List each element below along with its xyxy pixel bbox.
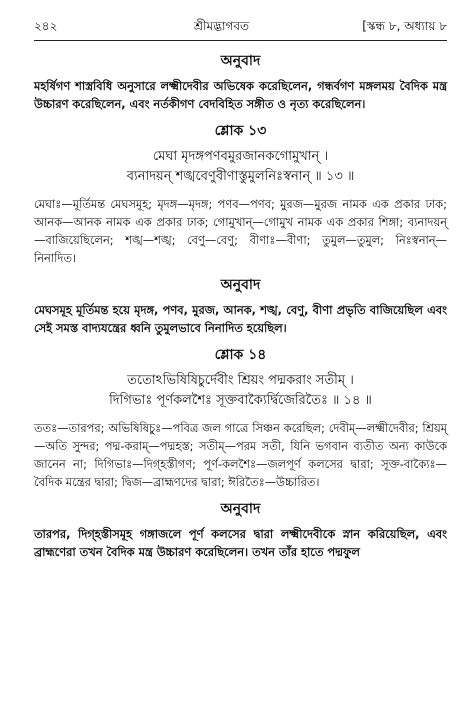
translation-heading: অনুবাদ xyxy=(220,277,261,293)
synonyms-paragraph: মেঘাঃ—মূর্তিমন্ত মেঘসমূহ; মৃদঙ্গ—মৃদঙ্গ; পণব—পণব; মুরজ—মুরজ নামক এক প্রকার ঢাক; আনক—আনক নামক এক প্রকার ঢাক; গোমুখান্—গোমুখ নামক এক প্রকার শিঙ্গা; ব্যনাদয়ন্—বাজিয়েছিলেন; শঙ্খ—শঙ্খ; বেণু—বেণু; বীণাঃ—বীণা; তুমুল—তুমুল; নিঃস্বনান্—নিনাদিত। xyxy=(34,197,447,265)
page-header xyxy=(34,16,447,38)
verse-heading: শ্লোক ১৩ xyxy=(214,123,267,139)
translation-heading: অনুবাদ xyxy=(220,501,261,517)
verse-line: দিগিভাঃ পূর্ণকলশৈঃ সূক্তবাক্যৈর্দ্বিজেরিতৈঃ ॥ ১৪ ॥ xyxy=(109,393,372,408)
section-reference: [স্কন্ধ ৮, অধ্যায় ৮ xyxy=(362,19,447,33)
verse-heading: শ্লোক ১৪ xyxy=(214,347,267,363)
translation-heading: অনুবাদ xyxy=(220,53,261,69)
translation-paragraph: মহর্ষিগণ শাস্ত্রবিধি অনুসারে লক্ষ্মীদেবীর অভিষেক করেছিলেন, গন্ধর্বগণ মঙ্গলময় বৈদিক মন্ত্র উচ্চারণ করেছিলেন, এবং নর্তকীগণ বেদবিহিত সঙ্গীত ও নৃত্য করেছিলেন। xyxy=(34,79,447,111)
verse-line: ব্যনাদয়ন্ শঙ্খবেণুবীণাস্তুমুলনিঃস্বনান্ ॥ ১৩ ॥ xyxy=(126,169,355,184)
running-title: শ্রীমদ্ভাগবত xyxy=(194,19,250,33)
verse-line: ততোঽভিষিষিচুর্দেবীং শ্রিয়ং পদ্মকরাং সতীম্ । xyxy=(127,373,354,388)
translation-paragraph: তারপর, দিগ্‌হস্তীসমূহ গঙ্গাজলে পূর্ণ কলসের দ্বারা লক্ষ্মীদেবীকে স্নান করিয়েছিল, এবং ব্রাহ্মণেরা তখন বৈদিক মন্ত্র উচ্চারণ করেছিলেন। তখন তাঁর হাতে পদ্মফুল xyxy=(34,527,447,559)
page-number: ২৪২ xyxy=(34,19,58,33)
verse-line: মেঘা মৃদঙ্গপণবমুরজানকগোমুখান্ । xyxy=(152,149,329,164)
header-rule xyxy=(34,40,447,41)
synonyms-paragraph: ততঃ—তারপর; অভিষিষিচুঃ—পবিত্র জল গাত্রে সিঞ্চন করেছিল; দেবীম্—লক্ষ্মীদেবীর; শ্রিয়ম্—অতি সুন্দর; পদ্ম-করাম্—পদ্মহস্ত; সতীম্—পরম সতী, যিনি ভগবান ব্যতীত অন্য কাউকে জানেন না; দিগিভাঃ—দিগ্‌হস্তীগণ; পূর্ণ-কলশৈঃ—জলপূর্ণ কলসের দ্বারা; সূক্ত-বাক্যৈঃ—বৈদিক মন্ত্রের দ্বারা; দ্বিজ—ব্রাহ্মণদের দ্বারা; ঈরিতৈঃ—উচ্চারিত। xyxy=(34,421,447,489)
translation-paragraph: মেঘসমূহ মূর্তিমন্ত হয়ে মৃদঙ্গ, পণব, মুরজ, আনক, শঙ্খ, বেণু, বীণা প্রভৃতি বাজিয়েছিল এবং সেই সমস্ত বাদ্যযন্ত্রের ধ্বনি তুমুলভাবে নিনাদিত হয়েছিল। xyxy=(34,303,447,335)
